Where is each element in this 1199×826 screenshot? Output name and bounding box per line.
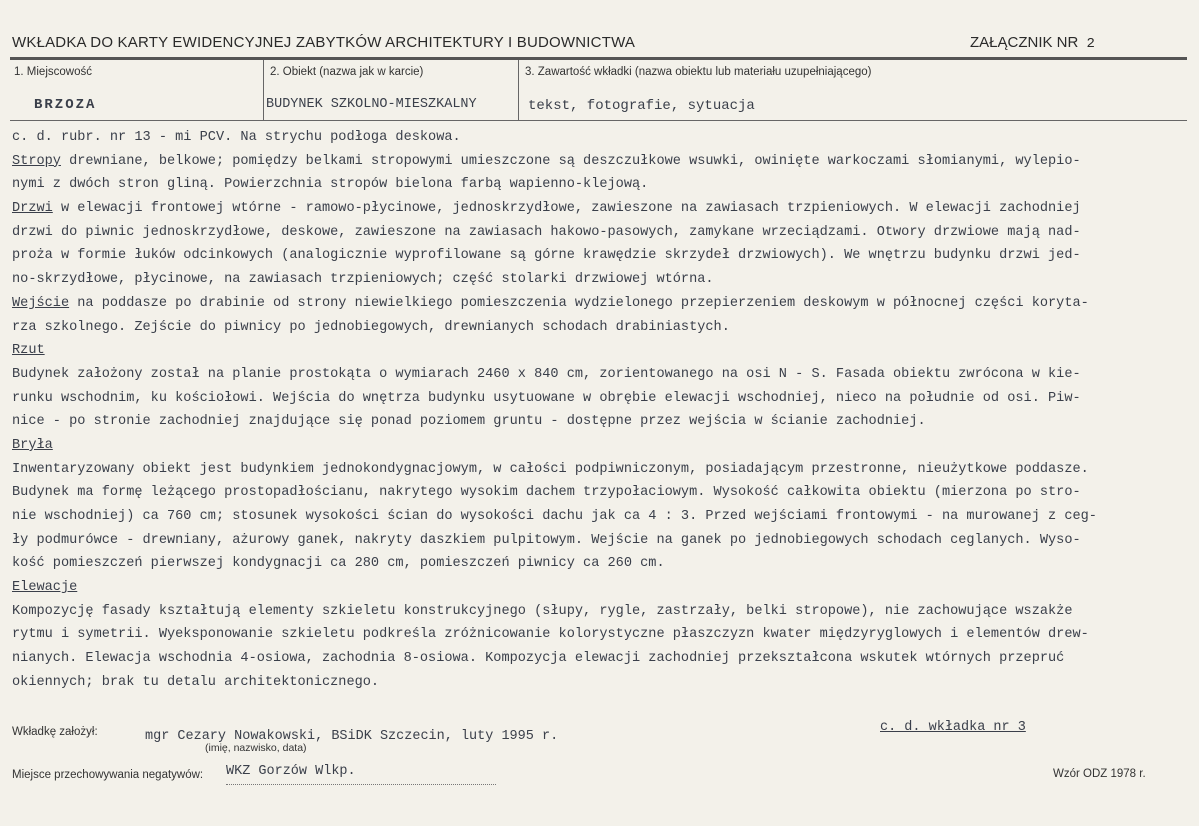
text-line: nie wschodniej) ca 760 cm; stosunek wysokości ścian do wysokości dachu jak ca 4 : 3. Przed wejściami frontowymi - na murowanej z ceg-	[12, 509, 1097, 524]
fields-rule	[10, 120, 1187, 121]
text-line: no-skrzydłowe, płycinowe, na zawiasach trzpieniowych; część stolarki drzwiowej wtórna.	[12, 272, 714, 288]
text-line: Inwentaryzowany obiekt jest budynkiem jednokondygnacjowym, w całości podpiwniczonym, posiadającym przestronne, nieużytkowe poddasze.	[12, 461, 1089, 477]
text-line	[12, 292, 1192, 316]
locality-label: 1. Miejscowość	[14, 66, 92, 78]
locality-value: BRZOZA	[34, 97, 97, 113]
author-caption: (imię, nazwisko, data)	[205, 742, 307, 754]
text-line: proża w formie łuków odcinkowych (analogicznie wyprofilowane są górne krawędzie skrzydeł drzwiowych). We wnętrzu budynku drzwi jed-	[12, 248, 1081, 264]
object-value: BUDYNEK SZKOLNO-MIESZKALNY	[266, 97, 477, 112]
attachment-label	[970, 34, 1095, 52]
text-line	[12, 197, 1192, 221]
text-line: Kompozycję fasady kształtują elementy szkieletu konstrukcyjnego (słupy, rygle, zastrzały, belki stropowe), nie zachowujące wszakże	[12, 603, 1073, 619]
text-line: rza szkolnego. Zejście do piwnicy po jednobiegowych, drewnianych schodach drabiniastych.	[12, 319, 730, 335]
text-line: nice - po stronie zachodniej znajdujące się ponad poziomem gruntu - dostępne przez wejścia w ścianie zachodniej.	[12, 414, 926, 430]
text-line: c. d. rubr. nr 13 - mi PCV. Na strychu podłoga deskowa.	[12, 130, 461, 145]
form-reference: Wzór ODZ 1978 r.	[1053, 768, 1146, 780]
field-divider-2	[518, 60, 519, 120]
section-heading-rzut: Rzut	[12, 343, 45, 359]
author-label: Wkładkę założył:	[12, 726, 98, 738]
attachment-number: 2	[1086, 36, 1095, 52]
field-divider-1	[263, 60, 264, 120]
typed-description	[12, 126, 1192, 695]
text-line: rytmu i symetrii. Wyeksponowanie szkieletu podkreśla zróżnicowanie kolorystyczne płaszczyzn kwater międzyryglowych i elementów drew-	[12, 627, 1089, 643]
negatives-label: Miejsce przechowywania negatywów:	[12, 769, 204, 781]
text-line	[12, 434, 1192, 458]
negatives-dotted-line	[226, 784, 496, 785]
text-run: drewniane, belkowe; pomiędzy belkami stropowymi umieszczone są deszczułkowe wsuwki, owinięte warkoczami słomianymi, wylepio-	[60, 153, 1081, 169]
text-run: w elewacji frontowej wtórne - ramowo-płycinowe, jednoskrzydłowe, zawieszone na zawiasach trzpieniowych. W elewacji zachodniej	[52, 201, 1081, 217]
content-value: tekst, fotografie, sytuacja	[528, 98, 755, 114]
section-heading-wejscie: Wejście	[12, 295, 70, 311]
text-line: Budynek założony został na planie prostokąta o wymiarach 2460 x 840 cm, zorientowanego na osi N - S. Fasada obiektu zwrócona w kie-	[12, 366, 1081, 382]
text-line: okiennych; brak tu detalu architektonicznego.	[12, 674, 380, 690]
negatives-value: WKZ Gorzów Wlkp.	[226, 764, 356, 779]
object-label: 2. Obiekt (nazwa jak w karcie)	[270, 66, 424, 78]
text-line: runku wschodnim, ku kościołowi. Wejścia do wnętrza budynku usytuowane w obrębie elewacji wschodniej, nieco na południe od osi. Piw-	[12, 390, 1081, 406]
section-heading-elewacje: Elewacje	[12, 580, 78, 596]
form-title: WKŁADKA DO KARTY EWIDENCYJNEJ ZABYTKÓW ARCHITEKTURY I BUDOWNICTWA	[12, 34, 636, 51]
text-line	[12, 150, 1192, 174]
text-line: drzwi do piwnic jednoskrzydłowe, deskowe, zawieszone na zawiasach hakowo-pasowych, zamykane wrzeciądzami. Otwory drzwiowe mają nad-	[12, 224, 1081, 240]
text-line: nymi z dwóch stron gliną. Powierzchnia stropów bielona farbą wapienno-klejową.	[12, 177, 649, 193]
text-run: na poddasze po drabinie od strony niewielkiego pomieszczenia wydzielonego przepierzeniem deskowym w północnej części koryta-	[69, 295, 1089, 311]
section-heading-stropy: Stropy	[12, 153, 61, 169]
attachment-label-text: ZAŁĄCZNIK NR	[970, 34, 1079, 51]
header-rule	[10, 57, 1187, 60]
author-value: mgr Cezary Nowakowski, BSiDK Szczecin, luty 1995 r.	[145, 729, 559, 744]
text-line: kość pomieszczeń pierwszej kondygnacji ca 280 cm, pomieszczeń piwnicy ca 260 cm.	[12, 556, 665, 572]
text-line	[12, 339, 1192, 363]
text-line	[12, 576, 1192, 600]
content-label: 3. Zawartość wkładki (nazwa obiektu lub materiału uzupełniającego)	[525, 66, 872, 78]
section-heading-bryla: Bryła	[12, 437, 53, 453]
text-line: Budynek ma formę leżącego prostopadłościanu, nakrytego wysokim dachem trzypołaciowym. Wysokość całkowita obiektu (mierzona po stro-	[12, 485, 1081, 501]
section-heading-drzwi: Drzwi	[12, 201, 53, 217]
text-line: ły podmurówce - drewniany, ażurowy ganek, nakryty daszkiem pulpitowym. Wejście na ganek po jednobiegowych schodach ceglanych. Wyso-	[12, 532, 1081, 548]
text-line: nianych. Elewacja wschodnia 4-osiowa, zachodnia 8-osiowa. Kompozycja elewacji zachodniej przekształcona wskutek wtórnych przepruć	[12, 651, 1065, 667]
continuation-note: c. d. wkładka nr 3	[880, 720, 1026, 735]
